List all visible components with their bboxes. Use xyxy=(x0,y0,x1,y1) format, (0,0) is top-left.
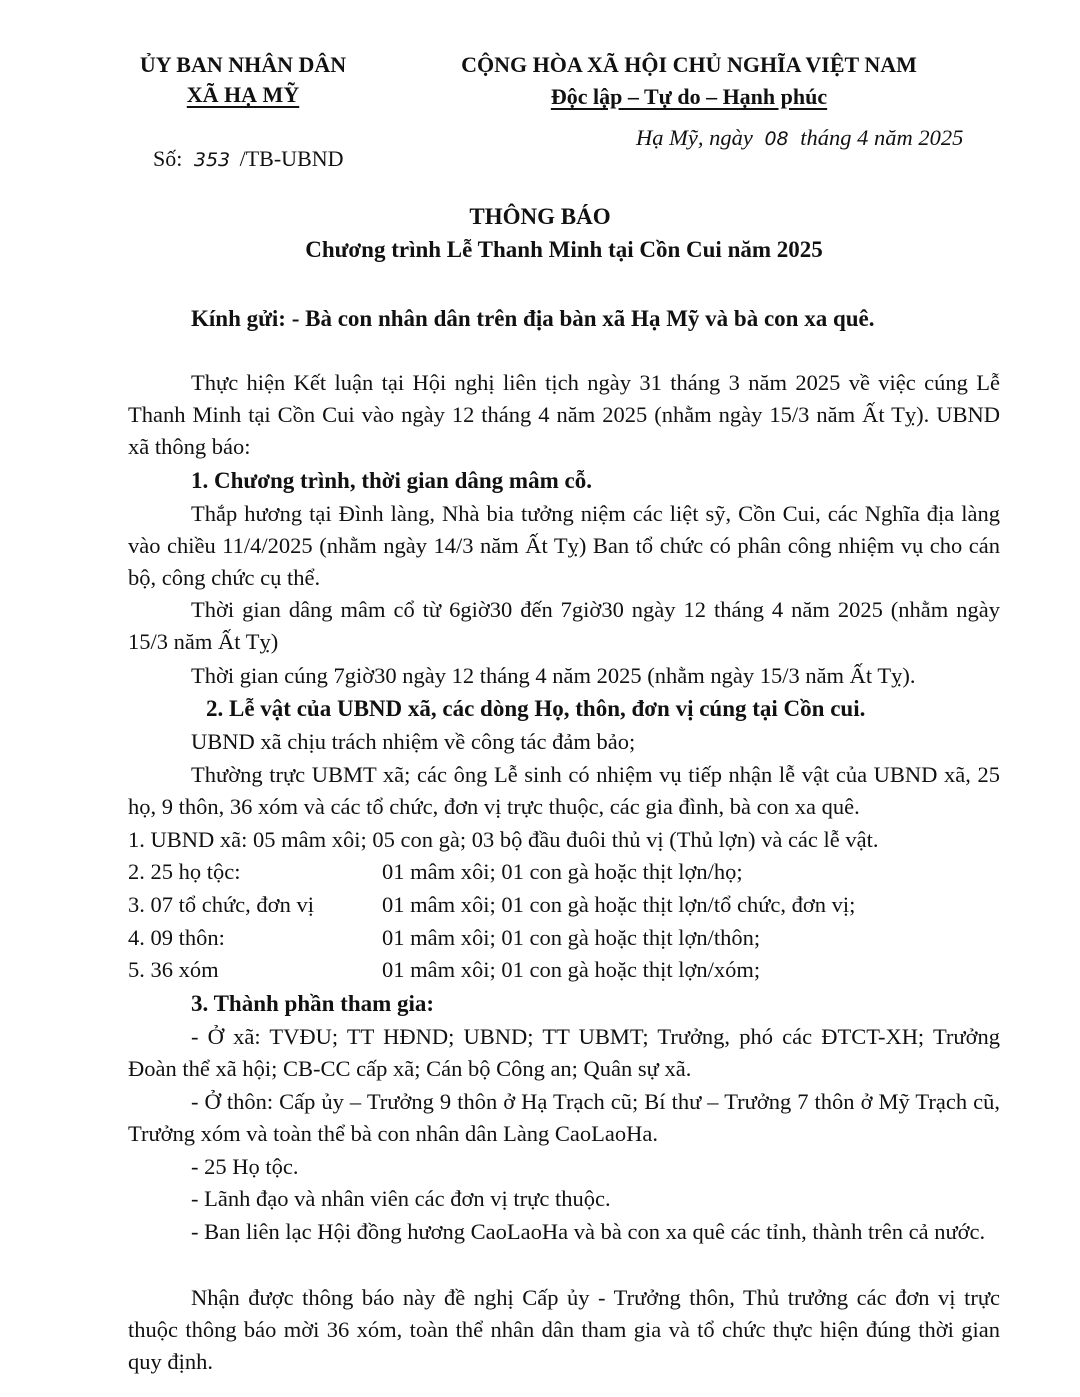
document-subtitle: Chương trình Lễ Thanh Minh tại Cồn Cui năm 2025 xyxy=(305,237,823,262)
doc-number-value: 353 xyxy=(193,149,231,171)
doc-number-suffix: /TB-UBND xyxy=(239,146,344,171)
intro-paragraph: Thực hiện Kết luận tại Hội nghị liên tịch ngày 31 tháng 3 năm 2025 về việc cúng Lễ Thanh Minh tại Cồn Cui vào ngày 12 tháng 4 năm 2025 (nhằm ngày 15/3 năm Ất Tỵ). UBND xã thông báo: xyxy=(128,370,1000,459)
section-3-paragraph-1: - Ở xã: TVĐU; TT HĐND; UBND; TT UBMT; Trưởng, phó các ĐTCT-XH; Trưởng Đoàn thể xã hội; CB-CC cấp xã; Cán bộ Công an; Quân sự xã. xyxy=(128,1024,1000,1081)
national-motto xyxy=(436,84,942,110)
section-1-paragraph-1: Thắp hương tại Đình làng, Nhà bia tưởng niệm các liệt sỹ, Cồn Cui, các Nghĩa địa làng vào chiều 11/4/2025 (nhằm ngày 14/3 năm Ất Tỵ) Ban tổ chức có phân công nhiệm vụ cho cán bộ, công chức cụ thể. xyxy=(128,501,1000,590)
commune-name-text: XÃ HẠ MỸ xyxy=(186,82,300,107)
section-2-paragraph-1: UBND xã chịu trách nhiệm về công tác đảm bảo; xyxy=(191,729,636,754)
agency-name: ỦY BAN NHÂN DÂN xyxy=(139,52,347,77)
place-date-suffix: tháng 4 năm 2025 xyxy=(800,125,964,150)
section-3-paragraph-3: - 25 Họ tộc. xyxy=(191,1154,299,1179)
section-2-heading: 2. Lễ vật của UBND xã, các dòng Họ, thôn, đơn vị cúng tại Cồn cui. xyxy=(206,696,866,721)
section-1-heading: 1. Chương trình, thời gian dâng mâm cỗ. xyxy=(191,468,592,493)
national-motto-text: Độc lập – Tự do – Hạnh phúc xyxy=(550,84,828,109)
section-2-paragraph-2: Thường trực UBMT xã; các ông Lễ sinh có nhiệm vụ tiếp nhận lễ vật của UBND xã, 25 họ, 9 thôn, 36 xóm và các tổ chức, đơn vị trực thuộc, các gia đình, bà con xa quê. xyxy=(128,762,1000,819)
offering-item-label: 2. 25 họ tộc: xyxy=(128,859,241,884)
offering-item-value: 01 mâm xôi; 01 con gà hoặc thịt lợn/thôn; xyxy=(382,925,761,950)
place-date-prefix: Hạ Mỹ, ngày xyxy=(636,125,753,150)
document-title: THÔNG BÁO xyxy=(469,204,611,229)
section-3-paragraph-2: - Ở thôn: Cấp ủy – Trưởng 9 thôn ở Hạ Trạch cũ; Bí thư – Trưởng 7 thôn ở Mỹ Trạch cũ, Trưởng xóm và toàn thể bà con nhân dân Làng CaoLaoHa. xyxy=(128,1089,1000,1146)
closing-paragraph: Nhận được thông báo này đề nghị Cấp ủy - Trưởng thôn, Thủ trưởng các đơn vị trực thuộc thông báo mời 36 xóm, toàn thể nhân dân tham gia và tổ chức thực hiện đúng thời gian quy định. xyxy=(128,1285,1000,1374)
section-3-paragraph-5: - Ban liên lạc Hội đồng hương CaoLaoHa và bà con xa quê các tỉnh, thành trên cả nước. xyxy=(191,1219,986,1244)
offering-item-value: 01 mâm xôi; 01 con gà hoặc thịt lợn/tổ chức, đơn vị; xyxy=(382,892,856,917)
commune-name xyxy=(133,82,353,108)
offering-item-label: 4. 09 thôn: xyxy=(128,925,225,950)
offering-item-value: 01 mâm xôi; 01 con gà hoặc thịt lợn/họ; xyxy=(382,859,743,884)
section-3-paragraph-4: - Lãnh đạo và nhân viên các đơn vị trực thuộc. xyxy=(191,1186,611,1211)
date-day: 08 xyxy=(764,128,789,150)
section-3-heading: 3. Thành phần tham gia: xyxy=(191,991,435,1016)
recipient-line: Kính gửi: - Bà con nhân dân trên địa bàn xã Hạ Mỹ và bà con xa quê. xyxy=(191,306,875,331)
doc-number-prefix: Số: xyxy=(153,146,183,171)
place-date xyxy=(636,122,963,155)
document-number xyxy=(153,143,344,176)
offering-item-value: 01 mâm xôi; 01 con gà hoặc thịt lợn/xóm; xyxy=(382,957,761,982)
section-1-paragraph-3: Thời gian cúng 7giờ30 ngày 12 tháng 4 năm 2025 (nhằm ngày 15/3 năm Ất Tỵ). xyxy=(191,663,916,688)
offering-item-label: 3. 07 tổ chức, đơn vị xyxy=(128,892,314,917)
section-1-paragraph-2: Thời gian dâng mâm cổ từ 6giờ30 đến 7giờ30 ngày 12 tháng 4 năm 2025 (nhằm ngày 15/3 năm Ất Tỵ) xyxy=(128,597,1000,654)
offering-item-label: 5. 36 xóm xyxy=(128,957,219,982)
offering-item-1: 1. UBND xã: 05 mâm xôi; 05 con gà; 03 bộ đầu đuôi thủ vị (Thủ lợn) và các lễ vật. xyxy=(128,827,879,852)
national-title: CỘNG HÒA XÃ HỘI CHỦ NGHĨA VIỆT NAM xyxy=(461,52,917,77)
